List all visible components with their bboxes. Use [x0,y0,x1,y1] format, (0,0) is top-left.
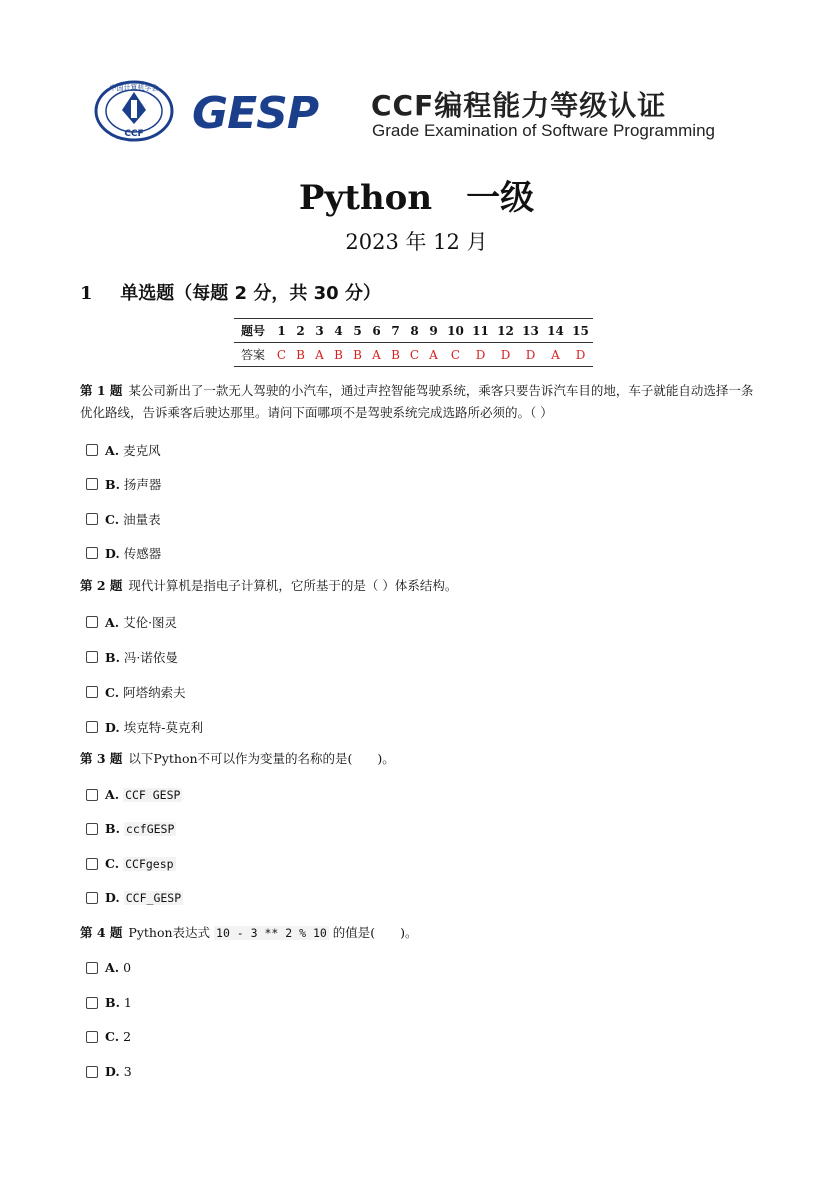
checkbox[interactable] [86,962,98,974]
option-letter: A. [105,787,120,802]
option-letter: C. [105,684,120,700]
question-number-label: 第 2 题 [80,578,123,593]
checkbox[interactable] [86,823,98,835]
option-letter: C. [105,856,120,871]
checkbox[interactable] [86,444,98,456]
answer-table-header-row [234,319,593,343]
answer-cell: B [353,347,362,362]
option-text: 传感器 [123,546,162,561]
seal-abbr: CCF [124,129,144,139]
option-letter: A. [105,960,120,975]
question-number: 14 [547,323,564,338]
option-text: 2 [123,1029,132,1044]
seal-text: 中国计算机学会 [109,84,159,92]
answer-cell: D [525,347,536,362]
checkbox[interactable] [86,616,98,628]
option-letter: B. [105,995,120,1010]
answer-cell: A [372,347,381,362]
question-1-option-c[interactable] [86,510,161,528]
option-code: CCFgesp [125,856,174,871]
checkbox[interactable] [86,1031,98,1043]
checkbox[interactable] [86,997,98,1009]
checkbox[interactable] [86,686,98,698]
brand-title: CCF编程能力等级认证 [371,89,667,122]
header-label: 题号 [240,324,265,338]
document-date: 2023 年 12 月 [345,230,488,254]
question-text: 以下Python不可以作为变量的名称的是( )。 [128,751,395,766]
question-2-option-c[interactable] [86,683,186,701]
option-letter: A. [105,614,120,630]
question-number: 8 [410,323,419,338]
answer-cell: D [475,347,486,362]
answer-cell: C [450,347,461,362]
answer-label: 答案 [240,348,265,362]
question-2-option-b[interactable] [86,648,178,666]
option-letter: B. [105,476,120,492]
question-number: 12 [497,323,514,338]
option-text: 0 [123,960,132,975]
section-heading [80,279,381,305]
answer-cell: C [276,347,287,362]
question-4-option-b[interactable] [86,995,132,1010]
question-1-option-d[interactable] [86,544,161,562]
option-code: ccfGESP [125,821,175,836]
question-1-stem [80,380,760,424]
checkbox[interactable] [86,789,98,801]
answer-cell: A [551,347,560,362]
question-3-option-a[interactable] [86,787,182,802]
question-number: 11 [472,323,489,338]
question-number: 10 [447,323,464,338]
answer-cell: B [391,347,400,362]
checkbox[interactable] [86,892,98,904]
option-text: 3 [123,1064,132,1079]
section-title: 单选题（每题 2 分，共 30 分） [120,283,381,304]
question-4-option-d[interactable] [86,1064,132,1079]
checkbox[interactable] [86,478,98,490]
question-number: 1 [277,323,286,338]
question-2-option-a[interactable] [86,613,177,631]
answer-cell: B [296,347,305,362]
option-letter: A. [105,442,120,458]
question-text: 现代计算机是指电子计算机，它所基于的是（ ）体系结构。 [128,578,458,593]
question-text: 的值是( )。 [332,925,418,940]
option-letter: C. [105,1029,120,1044]
question-number: 13 [522,323,539,338]
question-3-option-d[interactable] [86,890,183,905]
question-number: 3 [315,323,324,338]
header [90,80,750,150]
question-number-label: 第 4 题 [80,925,123,940]
question-code: 10 - 3 ** 2 % 10 [216,926,327,940]
option-code: CCF GESP [125,787,181,802]
question-number: 6 [372,323,381,338]
option-text: 扬声器 [123,477,162,492]
option-letter: D. [105,719,120,735]
checkbox[interactable] [86,721,98,733]
option-letter: B. [105,649,120,665]
checkbox[interactable] [86,858,98,870]
checkbox[interactable] [86,1066,98,1078]
question-number-label: 第 3 题 [80,751,123,766]
question-number: 5 [353,323,362,338]
option-text: 油量表 [123,512,161,527]
answer-cell: C [409,347,420,362]
option-code: CCF_GESP [125,890,182,905]
answer-cell: B [334,347,343,362]
checkbox[interactable] [86,651,98,663]
answer-cell: D [575,347,586,362]
option-letter: D. [105,545,120,561]
question-number: 9 [429,323,438,338]
option-letter: D. [105,1064,120,1079]
question-4-stem [80,922,760,944]
question-number: 2 [296,323,305,338]
question-number: 15 [572,323,589,338]
option-text: 埃克特-莫克利 [123,720,203,735]
answer-cell: A [315,347,324,362]
section-number: 1 [80,283,93,304]
answer-table-answer-row [234,343,593,367]
option-letter: C. [105,511,120,527]
question-3-stem [80,748,760,770]
option-letter: D. [105,890,120,905]
option-text: 1 [123,995,132,1010]
question-4-option-a[interactable] [86,960,131,975]
answer-cell: A [429,347,438,362]
question-3-option-c[interactable] [86,856,176,871]
brand-subtitle: Grade Examination of Software Programming [372,121,715,140]
option-text: 冯·诺依曼 [123,650,178,665]
question-number: 7 [391,323,400,338]
option-text: 麦克风 [123,443,161,458]
answer-cell: D [500,347,511,362]
question-text: 某公司新出了一款无人驾驶的小汽车，通过声控智能驾驶系统，乘客只要告诉汽车目的地，车子就能自动选择一条优化路线，告诉乘客后驶达那里。请问下面哪项不是驾驶系统完成选路所必须的。（ ） [80,383,754,420]
question-3-option-b[interactable] [86,821,176,836]
question-number: 4 [334,323,343,338]
question-4-option-c[interactable] [86,1029,131,1044]
question-number-label: 第 1 题 [80,383,123,398]
option-text: 阿塔纳索夫 [123,685,186,700]
checkbox[interactable] [86,513,98,525]
ccf-seal-logo [94,80,174,142]
answer-table [234,318,593,367]
question-2-option-d[interactable] [86,718,203,736]
option-letter: B. [105,821,120,836]
question-1-option-a[interactable] [86,441,161,459]
question-1-option-b[interactable] [86,475,161,493]
checkbox[interactable] [86,547,98,559]
option-text: 艾伦·图灵 [123,615,178,630]
question-2-stem [80,575,760,597]
document-title: Python 一级 [298,178,535,218]
gesp-logo: GESP [192,88,319,139]
question-text: Python表达式 [128,925,211,940]
